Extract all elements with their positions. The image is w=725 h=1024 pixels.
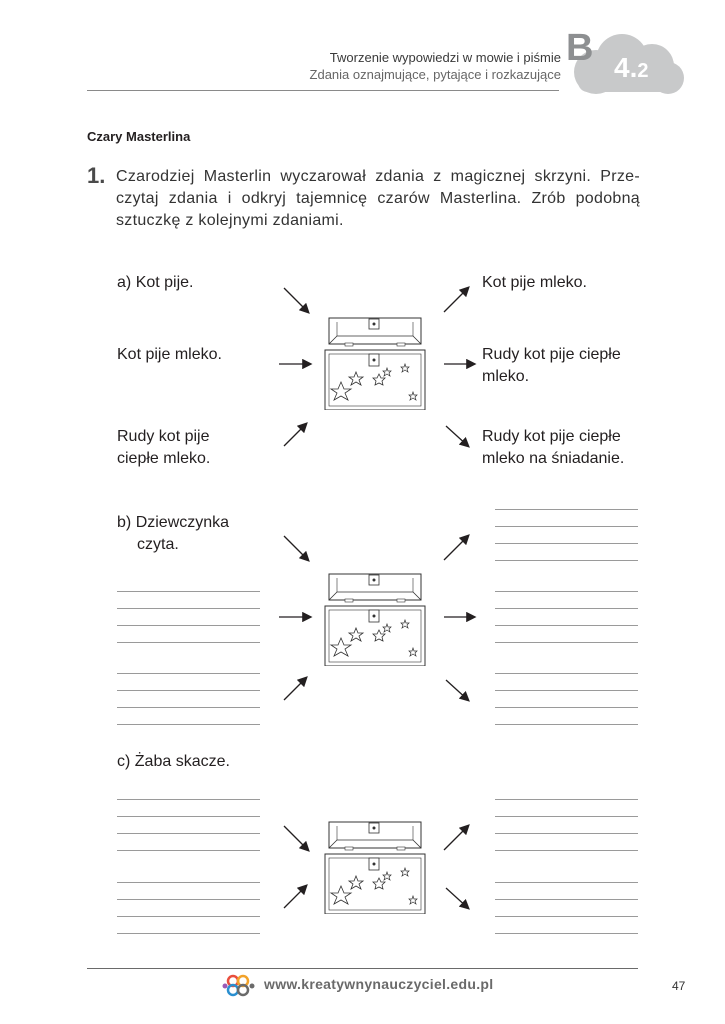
writing-line[interactable] [117,833,260,834]
writing-line[interactable] [495,816,638,817]
arrow-icon [446,426,468,446]
arrow-icon [444,536,468,560]
writing-line[interactable] [117,608,260,609]
part-a-left-sentence-3: Rudy kot pije ciepłe mleko. [117,428,211,467]
arrow-icon [284,424,306,446]
magic-chest-b [323,570,427,666]
badge-number: 4.2 [614,52,649,83]
writing-line[interactable] [495,833,638,834]
writing-line[interactable] [495,642,638,643]
writing-line[interactable] [495,526,638,527]
part-a-left-sentence-2: Kot pije mleko. [117,346,222,363]
part-a-right-sentence-2: Rudy kot pije ciepłe mleko. [482,346,621,385]
writing-line[interactable] [117,882,260,883]
publisher-logo-icon [221,973,257,999]
writing-line[interactable] [117,816,260,817]
writing-line[interactable] [117,673,260,674]
writing-line[interactable] [495,916,638,917]
arrow-icon [444,288,468,312]
arrow-icon [284,886,306,908]
badge-letter: B [566,27,594,69]
writing-line[interactable] [495,690,638,691]
writing-line[interactable] [495,933,638,934]
writing-line[interactable] [117,850,260,851]
footer-divider [87,968,638,969]
part-a-right-sentence-1: Kot pije mleko. [482,274,587,291]
part-a-label-and-sentence: a) Kot pije. [117,274,194,291]
arrow-icon [284,678,306,700]
writing-line[interactable] [495,724,638,725]
writing-line[interactable] [117,625,260,626]
writing-line[interactable] [495,799,638,800]
part-c-right-arrows [438,820,498,912]
page-number: 47 [672,979,686,993]
part-a-right-arrows [438,280,498,450]
writing-line[interactable] [495,673,638,674]
writing-line[interactable] [495,543,638,544]
arrow-icon [284,536,308,560]
task-number: 1. [87,163,106,188]
arrow-icon [446,888,468,908]
part-c-left-arrows [270,820,330,912]
arrow-icon [284,826,308,850]
writing-line[interactable] [495,608,638,609]
writing-line[interactable] [495,707,638,708]
footer-url[interactable]: www.kreatywnynauczyciel.edu.pl [264,976,494,992]
writing-line[interactable] [495,882,638,883]
task-instruction: Czarodziej Masterlin wyczarował zdania z magicznej skrzyni. Prze- czytaj zdania i odkryj tajemnicę czarów Masterlina. Zrób podobną sztuczkę z kolejnymi zdaniami. [116,168,640,229]
header-subtitle: Zdania oznajmujące, pytające i rozkazujące [309,67,561,82]
header-divider [87,90,559,91]
writing-line[interactable] [117,724,260,725]
writing-line[interactable] [117,707,260,708]
writing-line[interactable] [117,642,260,643]
part-b-left-sentence: b) Dziewczynka czyta. [117,514,230,553]
writing-line[interactable] [117,591,260,592]
writing-line[interactable] [495,850,638,851]
writing-line[interactable] [117,899,260,900]
part-a-right-sentence-3: Rudy kot pije ciepłe mleko na śniadanie. [482,428,625,467]
arrow-icon [284,288,308,312]
writing-line[interactable] [495,625,638,626]
arrow-icon [446,680,468,700]
part-b-right-arrows [438,530,498,706]
writing-line[interactable] [117,799,260,800]
writing-line[interactable] [117,916,260,917]
writing-line[interactable] [117,690,260,691]
writing-line[interactable] [495,509,638,510]
writing-line[interactable] [495,560,638,561]
section-title: Czary Masterlina [87,129,191,144]
header-title: Tworzenie wypowiedzi w mowie i piśmie [329,50,561,65]
magic-chest-c [323,818,427,914]
part-b-left-arrows [270,530,330,706]
writing-line[interactable] [495,591,638,592]
magic-chest-a [323,314,427,410]
arrow-icon [444,826,468,850]
writing-line[interactable] [495,899,638,900]
part-a-left-arrows [270,280,330,450]
part-c-left-sentence: c) Żaba skacze. [117,753,230,770]
writing-line[interactable] [117,933,260,934]
